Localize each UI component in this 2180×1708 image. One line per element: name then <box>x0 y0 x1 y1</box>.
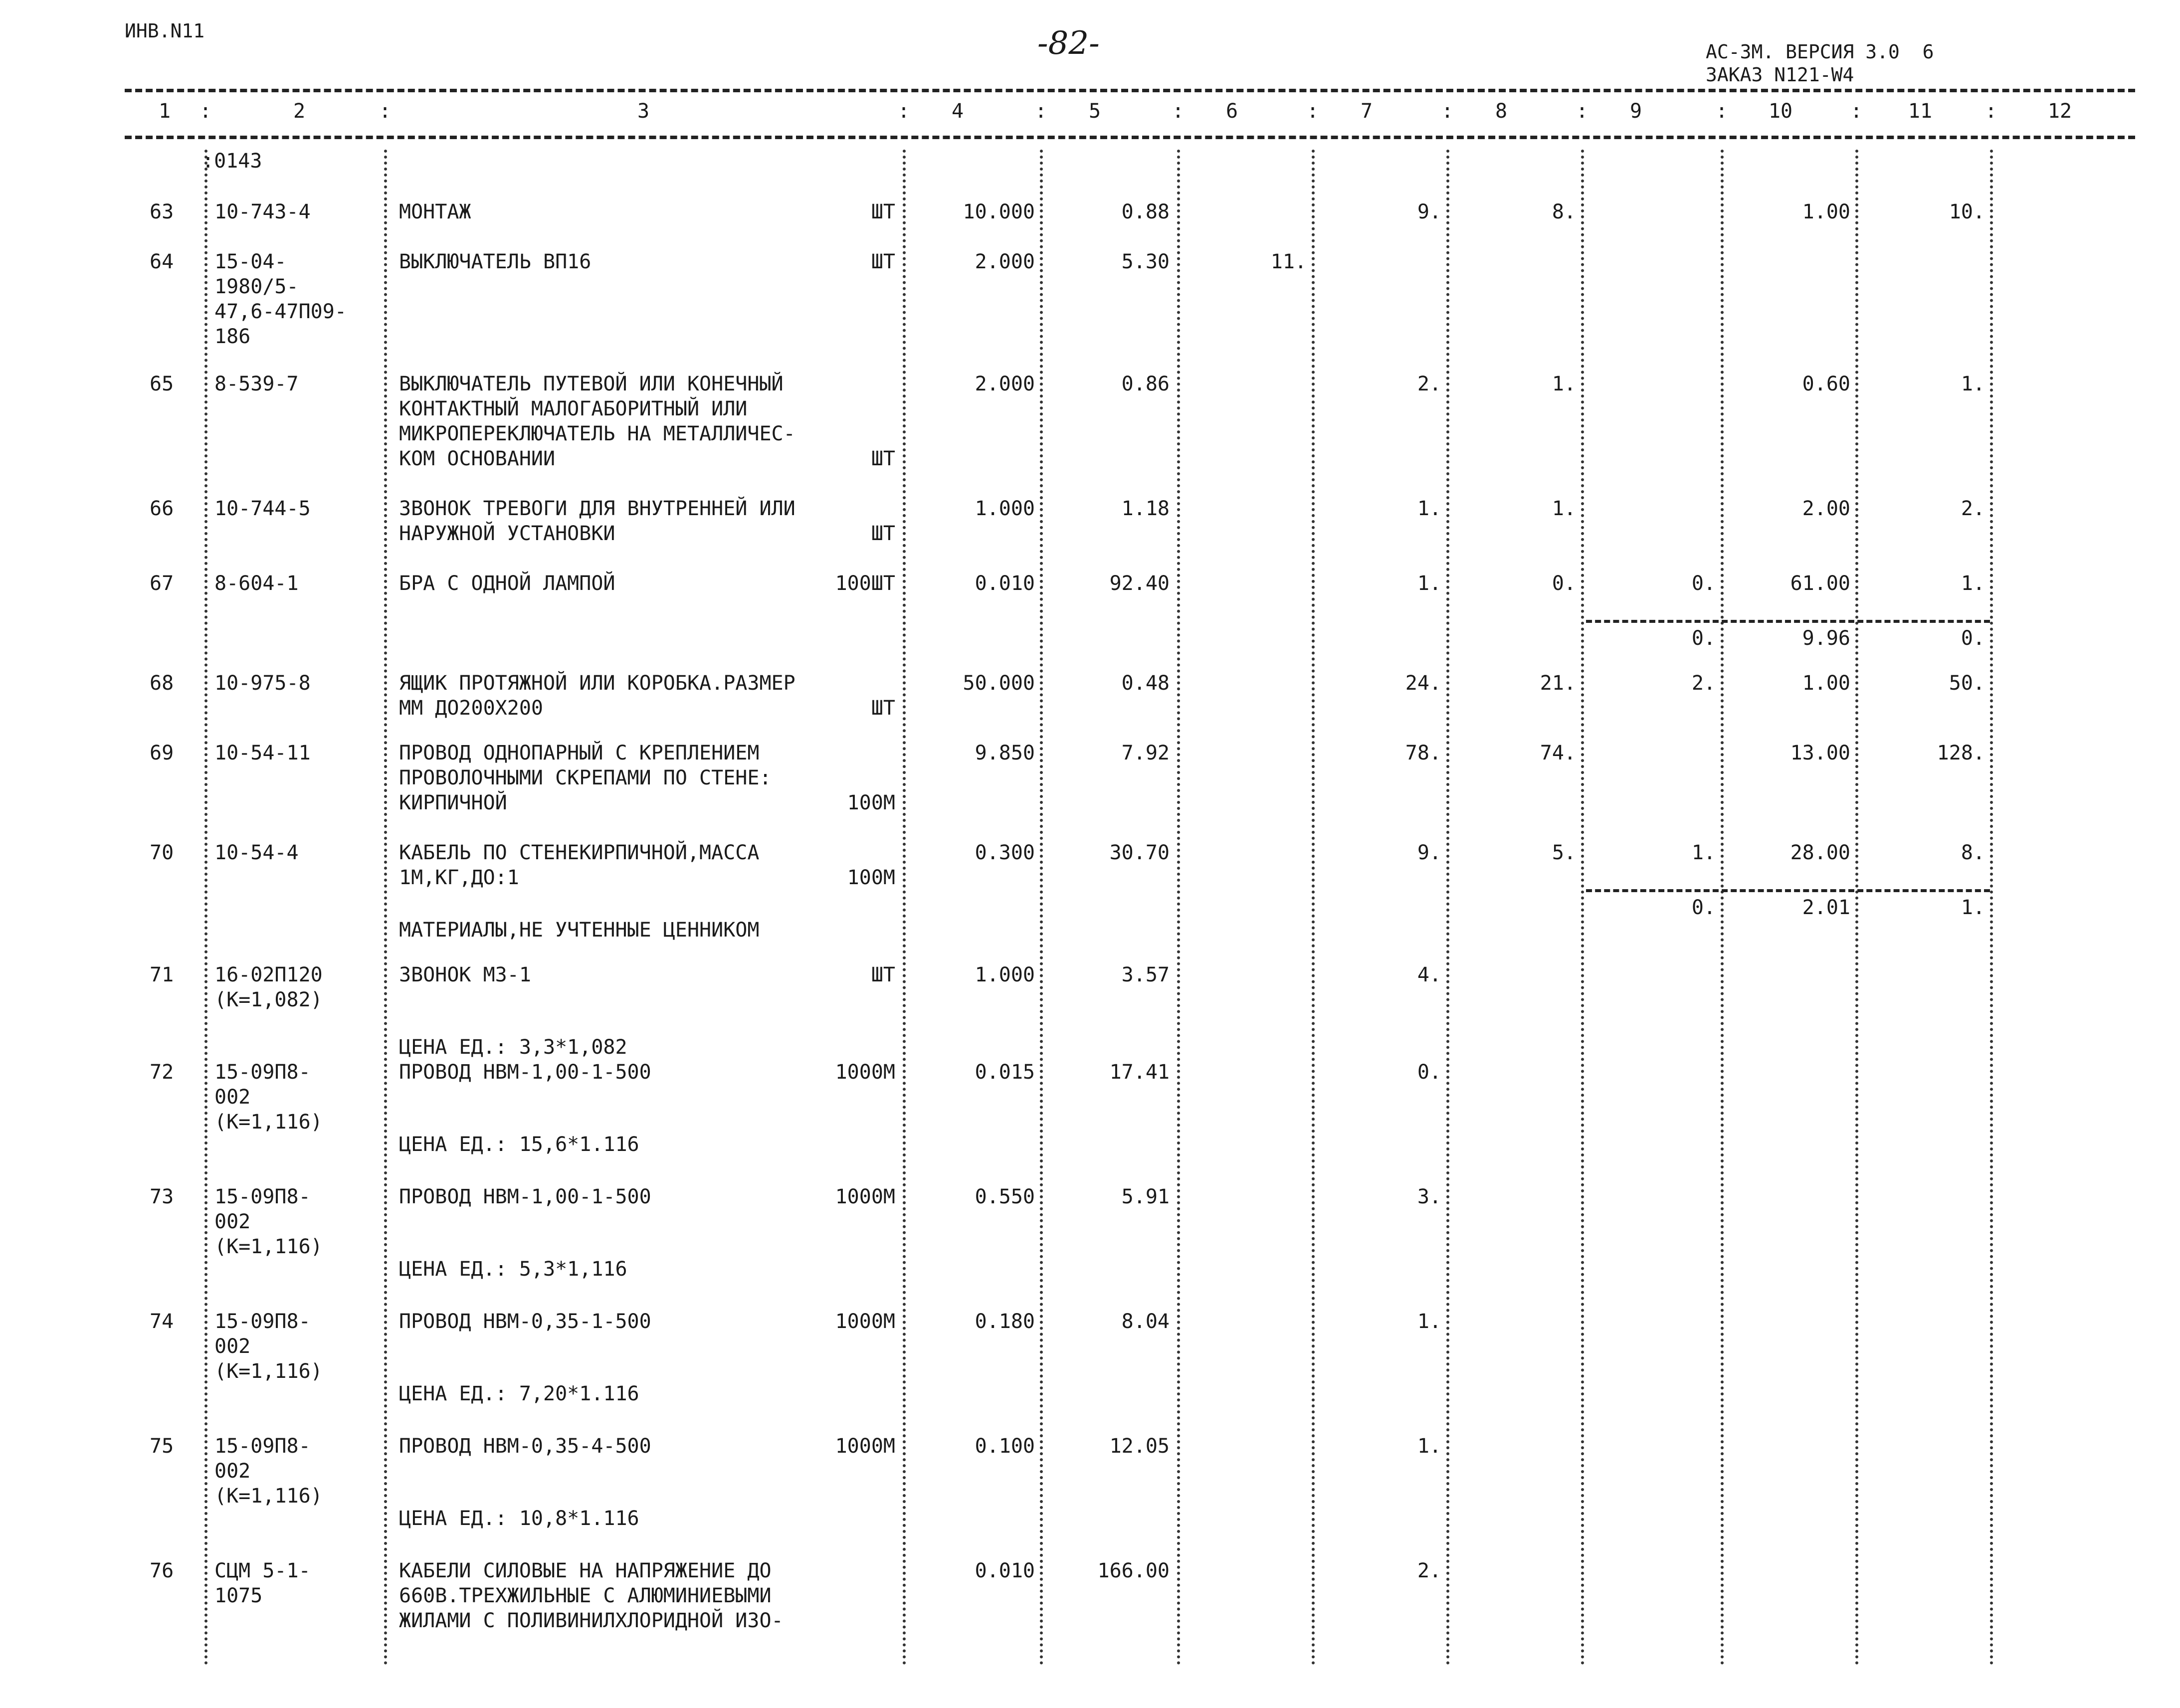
row-number: 71 <box>150 963 174 986</box>
row-number: 74 <box>150 1310 174 1333</box>
row-number: 66 <box>150 497 174 520</box>
row-value-c8: 5. <box>1552 841 1576 864</box>
row-value-c8: 8. <box>1552 200 1576 223</box>
unit-price-note: ЦЕНА ЕД.: 5,3*1,116 <box>399 1258 627 1281</box>
row-value-c7: 1. <box>1417 1310 1441 1333</box>
column-header-8: 8 <box>1495 100 1508 123</box>
column-header-separator: : <box>1716 100 1728 123</box>
row-unit: 100М <box>847 866 895 889</box>
column-header-separator: : <box>1576 100 1588 123</box>
row-value-c11: 1. <box>1961 572 1985 595</box>
column-header-11: 11 <box>1908 100 1933 123</box>
row-code: 186 <box>214 325 251 348</box>
row-value-c11: 2. <box>1961 497 1985 520</box>
row-code: (К=1,116) <box>214 1360 323 1383</box>
row-description: МИКРОПЕРЕКЛЮЧАТЕЛЬ НА МЕТАЛЛИЧЕС- <box>399 422 795 445</box>
row-number: 64 <box>150 250 174 273</box>
column-header-separator: : <box>898 100 910 123</box>
row-subvalue-c10: 2.01 <box>1802 896 1850 919</box>
header-rule-top <box>125 89 2135 92</box>
carry-over-code: :0143 <box>202 150 262 173</box>
column-header-separator: : <box>1985 100 1997 123</box>
row-description: ПРОВОД НВМ-1,00-1-500 <box>399 1185 651 1208</box>
row-code: 002 <box>214 1210 251 1233</box>
row-value-c7: 24. <box>1405 672 1441 695</box>
row-value-c5: 17.41 <box>1109 1061 1170 1084</box>
column-separator-line <box>204 150 207 1666</box>
column-header-separator: : <box>379 100 392 123</box>
column-header-separator: : <box>1035 100 1047 123</box>
row-value-c4: 0.100 <box>975 1435 1035 1458</box>
row-code: 1980/5- <box>214 275 299 298</box>
row-value-c7: 9. <box>1417 841 1441 864</box>
page-number: -82- <box>1037 25 1100 62</box>
row-value-c7: 4. <box>1417 963 1441 986</box>
row-unit: 100ШТ <box>835 572 895 595</box>
row-value-c5: 166.00 <box>1097 1559 1170 1582</box>
row-subvalue-c9: 0. <box>1691 896 1716 919</box>
column-header-6: 6 <box>1225 100 1238 123</box>
row-code: 15-09П8- <box>214 1061 311 1084</box>
row-value-c7: 1. <box>1417 1435 1441 1458</box>
row-number: 63 <box>150 200 174 223</box>
row-code: 15-09П8- <box>214 1435 311 1458</box>
row-description: 660В.ТРЕХЖИЛЬНЫЕ С АЛЮМИНИЕВЫМИ <box>399 1584 772 1607</box>
row-value-c7: 2. <box>1417 1559 1441 1582</box>
row-code: 8-539-7 <box>214 373 299 395</box>
row-value-c5: 30.70 <box>1109 841 1170 864</box>
row-code: 47,6-47П09- <box>214 300 347 323</box>
row-value-c5: 0.88 <box>1121 200 1170 223</box>
row-unit: ШТ <box>871 250 895 273</box>
row-code: (К=1,082) <box>214 988 323 1011</box>
row-value-c4: 0.550 <box>975 1185 1035 1208</box>
row-code: 10-54-4 <box>214 841 299 864</box>
row-description: ЯЩИК ПРОТЯЖНОЙ ИЛИ КОРОБКА.РАЗМЕР <box>399 672 795 695</box>
row-subvalue-c9: 0. <box>1691 627 1716 650</box>
row-description: МОНТАЖ <box>399 200 471 223</box>
row-value-c11: 50. <box>1949 672 1985 695</box>
row-description: ПРОВОД НВМ-0,35-1-500 <box>399 1310 651 1333</box>
row-unit: ШТ <box>871 200 895 223</box>
subtotal-rule <box>1586 620 1990 623</box>
row-description: ЗВОНОК ТРЕВОГИ ДЛЯ ВНУТРЕННЕЙ ИЛИ <box>399 497 795 520</box>
row-value-c4: 0.300 <box>975 841 1035 864</box>
row-description: КОМ ОСНОВАНИИ <box>399 447 556 470</box>
row-code: 15-09П8- <box>214 1310 311 1333</box>
row-value-c7: 3. <box>1417 1185 1441 1208</box>
row-code: 10-744-5 <box>214 497 311 520</box>
unit-price-note: ЦЕНА ЕД.: 3,3*1,082 <box>399 1036 627 1059</box>
row-code: 10-975-8 <box>214 672 311 695</box>
row-number: 72 <box>150 1061 174 1084</box>
row-number: 76 <box>150 1559 174 1582</box>
row-value-c4: 1.000 <box>975 497 1035 520</box>
row-value-c4: 1.000 <box>975 963 1035 986</box>
program-version: АС-3М. ВЕРСИЯ 3.0 6 <box>1706 41 1934 63</box>
row-code: 002 <box>214 1460 251 1483</box>
row-value-c10: 1.00 <box>1802 672 1850 695</box>
column-header-2: 2 <box>293 100 306 123</box>
row-unit: ШТ <box>871 697 895 720</box>
column-header-separator: : <box>1850 100 1863 123</box>
row-value-c4: 0.180 <box>975 1310 1035 1333</box>
row-value-c11: 1. <box>1961 373 1985 395</box>
row-subvalue-c11: 1. <box>1961 896 1985 919</box>
row-code: 002 <box>214 1335 251 1358</box>
row-description: НАРУЖНОЙ УСТАНОВКИ <box>399 522 615 545</box>
row-value-c5: 3.57 <box>1121 963 1170 986</box>
row-value-c4: 0.010 <box>975 572 1035 595</box>
row-description: ПРОВОД ОДНОПАРНЫЙ С КРЕПЛЕНИЕМ <box>399 742 760 764</box>
row-value-c10: 28.00 <box>1790 841 1850 864</box>
row-code: 15-09П8- <box>214 1185 311 1208</box>
row-value-c9: 0. <box>1691 572 1716 595</box>
row-value-c4: 0.010 <box>975 1559 1035 1582</box>
header-rule-bottom <box>125 136 2135 139</box>
column-separator-line <box>1990 150 1993 1666</box>
row-number: 65 <box>150 373 174 395</box>
row-value-c5: 1.18 <box>1121 497 1170 520</box>
row-value-c4: 10.000 <box>963 200 1035 223</box>
column-header-separator: : <box>1172 100 1185 123</box>
row-value-c8: 1. <box>1552 497 1576 520</box>
row-description: ПРОВОЛОЧНЫМИ СКРЕПАМИ ПО СТЕНЕ: <box>399 766 772 789</box>
row-subvalue-c10: 9.96 <box>1802 627 1850 650</box>
inventory-number: ИНВ.N11 <box>125 20 205 42</box>
row-value-c5: 5.30 <box>1121 250 1170 273</box>
row-description: КАБЕЛЬ ПО СТЕНЕКИРПИЧНОЙ,МАССА <box>399 841 760 864</box>
row-value-c4: 2.000 <box>975 250 1035 273</box>
row-description: 1М,КГ,ДО:1 <box>399 866 519 889</box>
row-value-c8: 1. <box>1552 373 1576 395</box>
row-value-c7: 2. <box>1417 373 1441 395</box>
subtotal-rule <box>1586 889 1990 892</box>
row-code: 10-743-4 <box>214 200 311 223</box>
column-header-4: 4 <box>951 100 964 123</box>
row-value-c5: 8.04 <box>1121 1310 1170 1333</box>
row-number: 67 <box>150 572 174 595</box>
row-value-c5: 12.05 <box>1109 1435 1170 1458</box>
column-separator-line <box>384 150 387 1666</box>
row-value-c9: 1. <box>1691 841 1716 864</box>
row-code: 15-04- <box>214 250 287 273</box>
row-unit: ШТ <box>871 963 895 986</box>
row-description: ПРОВОД НВМ-0,35-4-500 <box>399 1435 651 1458</box>
column-header-3: 3 <box>637 100 650 123</box>
row-number: 75 <box>150 1435 174 1458</box>
row-value-c11: 128. <box>1937 742 1985 764</box>
row-value-c7: 1. <box>1417 497 1441 520</box>
row-value-c7: 78. <box>1405 742 1441 764</box>
row-value-c5: 7.92 <box>1121 742 1170 764</box>
row-description: КОНТАКТНЫЙ МАЛОГАБОРИТНЫЙ ИЛИ <box>399 397 748 420</box>
column-header-7: 7 <box>1360 100 1373 123</box>
row-code: СЦМ 5-1- <box>214 1559 311 1582</box>
row-description: ЖИЛАМИ С ПОЛИВИНИЛХЛОРИДНОЙ ИЗО- <box>399 1609 784 1632</box>
row-value-c6: 11. <box>1270 250 1307 273</box>
row-unit: 100М <box>847 791 895 814</box>
row-code: 8-604-1 <box>214 572 299 595</box>
column-header-1: 1 <box>158 100 171 123</box>
row-unit: 1000М <box>835 1185 895 1208</box>
row-description: КИРПИЧНОЙ <box>399 791 507 814</box>
row-number: 69 <box>150 742 174 764</box>
row-unit: 1000М <box>835 1061 895 1084</box>
row-description: ПРОВОД НВМ-1,00-1-500 <box>399 1061 651 1084</box>
row-code: 002 <box>214 1086 251 1109</box>
row-number: 73 <box>150 1185 174 1208</box>
row-value-c5: 5.91 <box>1121 1185 1170 1208</box>
row-unit: 1000М <box>835 1435 895 1458</box>
row-value-c10: 61.00 <box>1790 572 1850 595</box>
column-header-10: 10 <box>1768 100 1793 123</box>
row-code: (К=1,116) <box>214 1485 323 1508</box>
row-value-c8: 21. <box>1540 672 1576 695</box>
row-code: 1075 <box>214 1584 263 1607</box>
row-value-c7: 1. <box>1417 572 1441 595</box>
row-subvalue-c11: 0. <box>1961 627 1985 650</box>
row-value-c5: 0.86 <box>1121 373 1170 395</box>
order-number: ЗАКАЗ N121-W4 <box>1706 64 1854 86</box>
row-description: ВЫКЛЮЧАТЕЛЬ ВП16 <box>399 250 592 273</box>
row-value-c5: 92.40 <box>1109 572 1170 595</box>
row-value-c10: 2.00 <box>1802 497 1850 520</box>
column-header-5: 5 <box>1088 100 1101 123</box>
row-value-c9: 2. <box>1691 672 1716 695</box>
row-unit: ШТ <box>871 522 895 545</box>
row-description: ММ ДО200Х200 <box>399 697 543 720</box>
row-value-c4: 50.000 <box>963 672 1035 695</box>
row-number: 70 <box>150 841 174 864</box>
unit-price-note: ЦЕНА ЕД.: 7,20*1.116 <box>399 1382 639 1405</box>
row-value-c7: 0. <box>1417 1061 1441 1084</box>
row-value-c5: 0.48 <box>1121 672 1170 695</box>
row-code: 10-54-11 <box>214 742 311 764</box>
row-value-c8: 74. <box>1540 742 1576 764</box>
row-description: ВЫКЛЮЧАТЕЛЬ ПУТЕВОЙ ИЛИ КОНЕЧНЫЙ <box>399 373 784 395</box>
row-code: 16-02П120 <box>214 963 323 986</box>
row-value-c4: 2.000 <box>975 373 1035 395</box>
row-value-c11: 8. <box>1961 841 1985 864</box>
row-code: (К=1,116) <box>214 1111 323 1134</box>
row-code: (К=1,116) <box>214 1235 323 1258</box>
row-value-c4: 0.015 <box>975 1061 1035 1084</box>
row-value-c4: 9.850 <box>975 742 1035 764</box>
row-unit: 1000М <box>835 1310 895 1333</box>
row-description: ЗВОНОК МЗ-1 <box>399 963 531 986</box>
row-value-c11: 10. <box>1949 200 1985 223</box>
row-number: 68 <box>150 672 174 695</box>
row-value-c7: 9. <box>1417 200 1441 223</box>
row-description: КАБЕЛИ СИЛОВЫЕ НА НАПРЯЖЕНИЕ ДО <box>399 1559 772 1582</box>
unit-price-note: ЦЕНА ЕД.: 15,6*1.116 <box>399 1133 639 1156</box>
column-header-separator: : <box>199 100 212 123</box>
column-header-12: 12 <box>2047 100 2072 123</box>
row-value-c10: 0.60 <box>1802 373 1850 395</box>
unit-price-note: ЦЕНА ЕД.: 10,8*1.116 <box>399 1507 639 1530</box>
column-header-separator: : <box>1307 100 1319 123</box>
column-separator-line <box>1177 150 1180 1666</box>
row-value-c8: 0. <box>1552 572 1576 595</box>
row-unit: ШТ <box>871 447 895 470</box>
row-description: БРА С ОДНОЙ ЛАМПОЙ <box>399 572 615 595</box>
column-header-9: 9 <box>1629 100 1642 123</box>
section-heading: МАТЕРИАЛЫ,НЕ УЧТЕННЫЕ ЦЕННИКОМ <box>399 919 760 942</box>
column-header-separator: : <box>1441 100 1454 123</box>
row-value-c10: 1.00 <box>1802 200 1850 223</box>
row-value-c10: 13.00 <box>1790 742 1850 764</box>
